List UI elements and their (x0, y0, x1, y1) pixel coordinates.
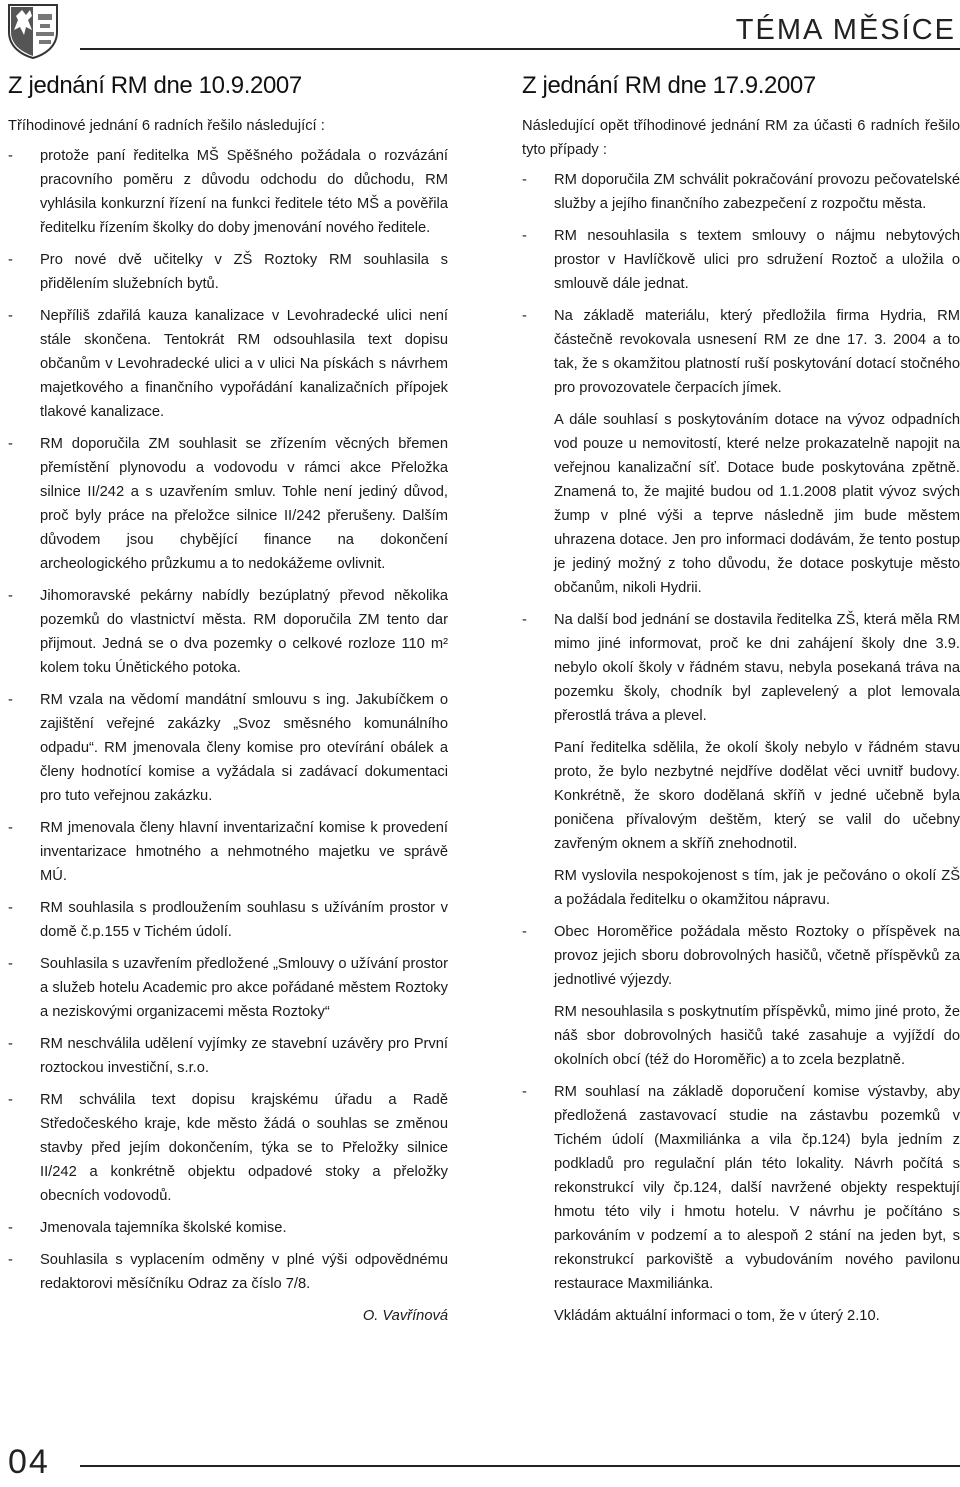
list-item-paragraph: Vkládám aktuální informaci o tom, že v úterý 2.10. (554, 1308, 880, 1324)
list-item-paragraph: RM doporučila ZM souhlasit se zřízením věcných břemen přemístění plynovodu a vodovodu v rámci akce Přeložka silnice II/242 a s uzavřením smluv. Tohle není jediný důvod, proč byly práce na přeložce silnice II/242 přerušeny. Dalším důvodem jsou chybějící finance na dokončení archeologického průzkumu a to nedokážeme ovlivnit. (40, 436, 448, 572)
list-dash: - (8, 308, 13, 324)
list-item-paragraph: Jmenovala tajemníka školské komise. (40, 1220, 287, 1236)
list-item-body (40, 1032, 448, 1080)
list-item (8, 952, 448, 1024)
list-item (8, 688, 448, 808)
header-divider (80, 48, 960, 50)
list-item-body (40, 248, 448, 296)
list-dash: - (8, 436, 13, 452)
list-item-body (554, 1080, 960, 1328)
list-dash: - (522, 1084, 527, 1100)
list-item-body (40, 896, 448, 944)
list-item-paragraph: Na základě materiálu, který předložila firma Hydria, RM částečně revokovala usnesení RM ze dne 17. 3. 2004 a to tak, že s okamžitou platností ruší poskytování dotací stočného pro provozovatele čerpacích jímek. (554, 308, 960, 396)
list-item-paragraph: Na další bod jednání se dostavila ředitelka ZŠ, která měla RM mimo jiné informovat, proč ke dni zahájení školy dne 3.9. nebylo okolí školy v řádném stavu, nebyla posekaná tráva na pozemku školy, chodník byl zaplevelený a plot lemovala přerostlá tráva a plevel. (554, 612, 960, 724)
list-dash: - (522, 612, 527, 628)
list-dash: - (522, 172, 527, 188)
list-dash: - (8, 252, 13, 268)
right-item-list (522, 168, 960, 1328)
list-item (522, 608, 960, 912)
list-item-body (40, 952, 448, 1024)
list-dash: - (8, 1220, 13, 1236)
right-heading: Z jednání RM dne 17.9.2007 (522, 72, 816, 99)
list-item-paragraph: RM doporučila ZM schválit pokračování provozu pečovatelské služby a jejího finančního zabezpečení z rozpočtu města. (554, 172, 960, 212)
list-item (8, 1088, 448, 1208)
right-article (522, 72, 960, 1336)
list-item-paragraph: RM neschválila udělení vyjímky ze stavební uzávěry pro První roztockou investiční, s.r.o. (40, 1036, 448, 1076)
list-item-paragraph: protože paní ředitelka MŠ Spěšného požádala o rozvázání pracovního poměru z důvodu odchodu do důchodu, RM vyhlásila konkurzní řízení na funkci ředitele této MŠ a pověřila ředitelku řízením školky do doby jmenování nového ředitele. (40, 148, 448, 236)
list-item (522, 168, 960, 216)
list-item-paragraph: RM nesouhlasila s textem smlouvy o nájmu nebytových prostor v Havlíčkově ulici pro sdružení Roztoč a uložila o smlouvě dále jednat. (554, 228, 960, 292)
list-item-body (554, 304, 960, 600)
author-signature: O. Vavřínová (362, 1308, 448, 1324)
list-item-body (40, 1216, 448, 1240)
list-item-paragraph: RM souhlasí na základě doporučení komise výstavby, aby předložená zastavovací studie na zástavbu pozemků v Tichém údolí (Maxmiliánka a vila čp.124) byla jedním z podkladů pro regulační plán této lokality. Návrh počítá s rekonstrukcí vily čp.124, další navržené objekty respektují hmotu této vily i hmotu hotelu. V návrhu je počítáno s parkováním v podzemí a to alespoň 2 stání na jeden byt, s rekonstrukcí parkoviště a vybudováním nového pavilonu restaurace Maxmiliánka. (554, 1084, 960, 1292)
left-heading: Z jednání RM dne 10.9.2007 (8, 72, 302, 99)
list-dash: - (8, 1036, 13, 1052)
list-item (8, 144, 448, 240)
list-item (522, 304, 960, 600)
list-dash: - (8, 692, 13, 708)
list-item (522, 224, 960, 296)
list-item (8, 432, 448, 576)
list-item (8, 1032, 448, 1080)
list-item-body (40, 1248, 448, 1296)
list-item-body (40, 816, 448, 888)
left-item-list (8, 144, 448, 1296)
list-dash: - (8, 820, 13, 836)
list-item-paragraph: RM schválila text dopisu krajskému úřadu a Radě Středočeského kraje, kde město žádá o souhlas se změnou stavby před jejím dokončením, týka se to Přeložky silnice II/242 a konkrétně objektu odpadové stoky a přeložky obecních vodovodů. (40, 1092, 448, 1204)
list-item-paragraph: RM souhlasila s prodloužením souhlasu s užíváním prostor v domě č.p.155 v Tichém údolí. (40, 900, 448, 940)
list-dash: - (8, 148, 13, 164)
list-item-body (40, 1088, 448, 1208)
list-item (522, 1080, 960, 1328)
list-item-body (40, 144, 448, 240)
section-title: TÉMA MĚSÍCE (735, 14, 956, 46)
list-item-body (554, 920, 960, 1072)
list-item-body (554, 608, 960, 912)
list-dash: - (8, 900, 13, 916)
right-intro: Následující opět tříhodinové jednání RM za účasti 6 radních řešilo tyto případy : (522, 118, 960, 158)
list-item-paragraph: Souhlasila s vyplacením odměny v plné výši odpovědnému redaktorovi měsíčníku Odraz za číslo 7/8. (40, 1252, 448, 1292)
list-item (8, 248, 448, 296)
list-item-body (40, 432, 448, 576)
list-item (8, 584, 448, 680)
list-dash: - (522, 924, 527, 940)
list-dash: - (8, 1092, 13, 1108)
footer-divider (80, 1465, 960, 1467)
list-item (522, 920, 960, 1072)
list-item-paragraph: Souhlasila s uzavřením předložené „Smlouvy o užívání prostor a služeb hotelu Academic pro akce pořádané městem Roztoky a neziskovými organizacemi města Roztoky“ (40, 956, 448, 1020)
list-item-paragraph: A dále souhlasí s poskytováním dotace na vývoz odpadních vod pouze u nemovitostí, které nelze prokazatelně napojit na veřejnou kanalizační síť. Dotace bude poskytována zpětně. Znamená to, že majité budou od 1.1.2008 platit vývoz svých žump v plné výši a teprve následně jim bude městem uhrazena dotace. Jen pro informaci dodávám, že tento postup je jediný možný z toho důvodu, že dotace poskytuje město občanům, nikoli Hydrii. (554, 412, 960, 596)
list-item (8, 304, 448, 424)
list-item-body (40, 584, 448, 680)
left-intro: Tříhodinové jednání 6 radních řešilo následující : (8, 118, 325, 134)
list-item-paragraph: Obec Horoměřice požádala město Roztoky o příspěvek na provoz jejich sboru dobrovolných hasičů, včetně příspěvků za jednotlivé výjezdy. (554, 924, 960, 988)
list-item-paragraph: RM vyslovila nespokojenost s tím, jak je pečováno o okolí ZŠ a požádala ředitelku o okamžitou nápravu. (554, 868, 960, 908)
list-item-paragraph: Paní ředitelka sdělila, že okolí školy nebylo v řádném stavu proto, že bylo nezbytné nejdříve dodělat věci uvnitř budovy. Konkrétně, že skoro dodělaná skříň v jedné učebně byla poničena přívalovým deštěm, který se valil do učebny zavřeným oknem a skříň znehodnotil. (554, 740, 960, 852)
list-dash: - (8, 956, 13, 972)
list-item (8, 1248, 448, 1296)
city-coat-of-arms-logo (6, 2, 60, 60)
list-item-paragraph: RM jmenovala členy hlavní inventarizační komise k provedení inventarizace hmotného a nehmotného majetku ve správě MÚ. (40, 820, 448, 884)
list-dash: - (522, 228, 527, 244)
list-item-paragraph: Pro nové dvě učitelky v ZŠ Roztoky RM souhlasila s přidělením služebních bytů. (40, 252, 448, 292)
list-item-body (40, 688, 448, 808)
list-dash: - (8, 1252, 13, 1268)
list-item (8, 1216, 448, 1240)
list-item (8, 896, 448, 944)
list-item-paragraph: RM vzala na vědomí mandátní smlouvu s ing. Jakubíčkem o zajištění veřejné zakázky „Svoz směsného komunálního odpadu“. RM jmenovala členy komise pro otevírání obálek a členy hodnotící komise a vyžádala si zadávací dokumentaci pro tuto veřejnou zakázku. (40, 692, 448, 804)
list-dash: - (522, 308, 527, 324)
page-number: 04 (8, 1443, 50, 1481)
list-item-paragraph: RM nesouhlasila s poskytnutím příspěvků, mimo jiné proto, že náš sbor dobrovolných hasičů také zasahuje a vyjíždí do okolních obcí (též do Horoměřic) a to zcela bezplatně. (554, 1004, 960, 1068)
list-dash: - (8, 588, 13, 604)
list-item-body (40, 304, 448, 424)
left-article (8, 72, 448, 1324)
list-item-paragraph: Nepříliš zdařilá kauza kanalizace v Levohradecké ulici není stále skončena. Tentokrát RM odsouhlasila text dopisu občanům v Levohradecké ulici a v ulici Na pískách s návrhem majetkového a finančního vypořádání kanalizačních přípojek tlakové kanalizace. (40, 308, 448, 420)
list-item-body (554, 168, 960, 216)
list-item (8, 816, 448, 888)
list-item-body (554, 224, 960, 296)
list-item-paragraph: Jihomoravské pekárny nabídly bezúplatný převod několika pozemků do vlastnictví města. RM doporučila ZM tento dar přijmout. Jedná se o dva pozemky o celkové rozloze 110 m² kolem toku Únětického potoka. (40, 588, 448, 676)
